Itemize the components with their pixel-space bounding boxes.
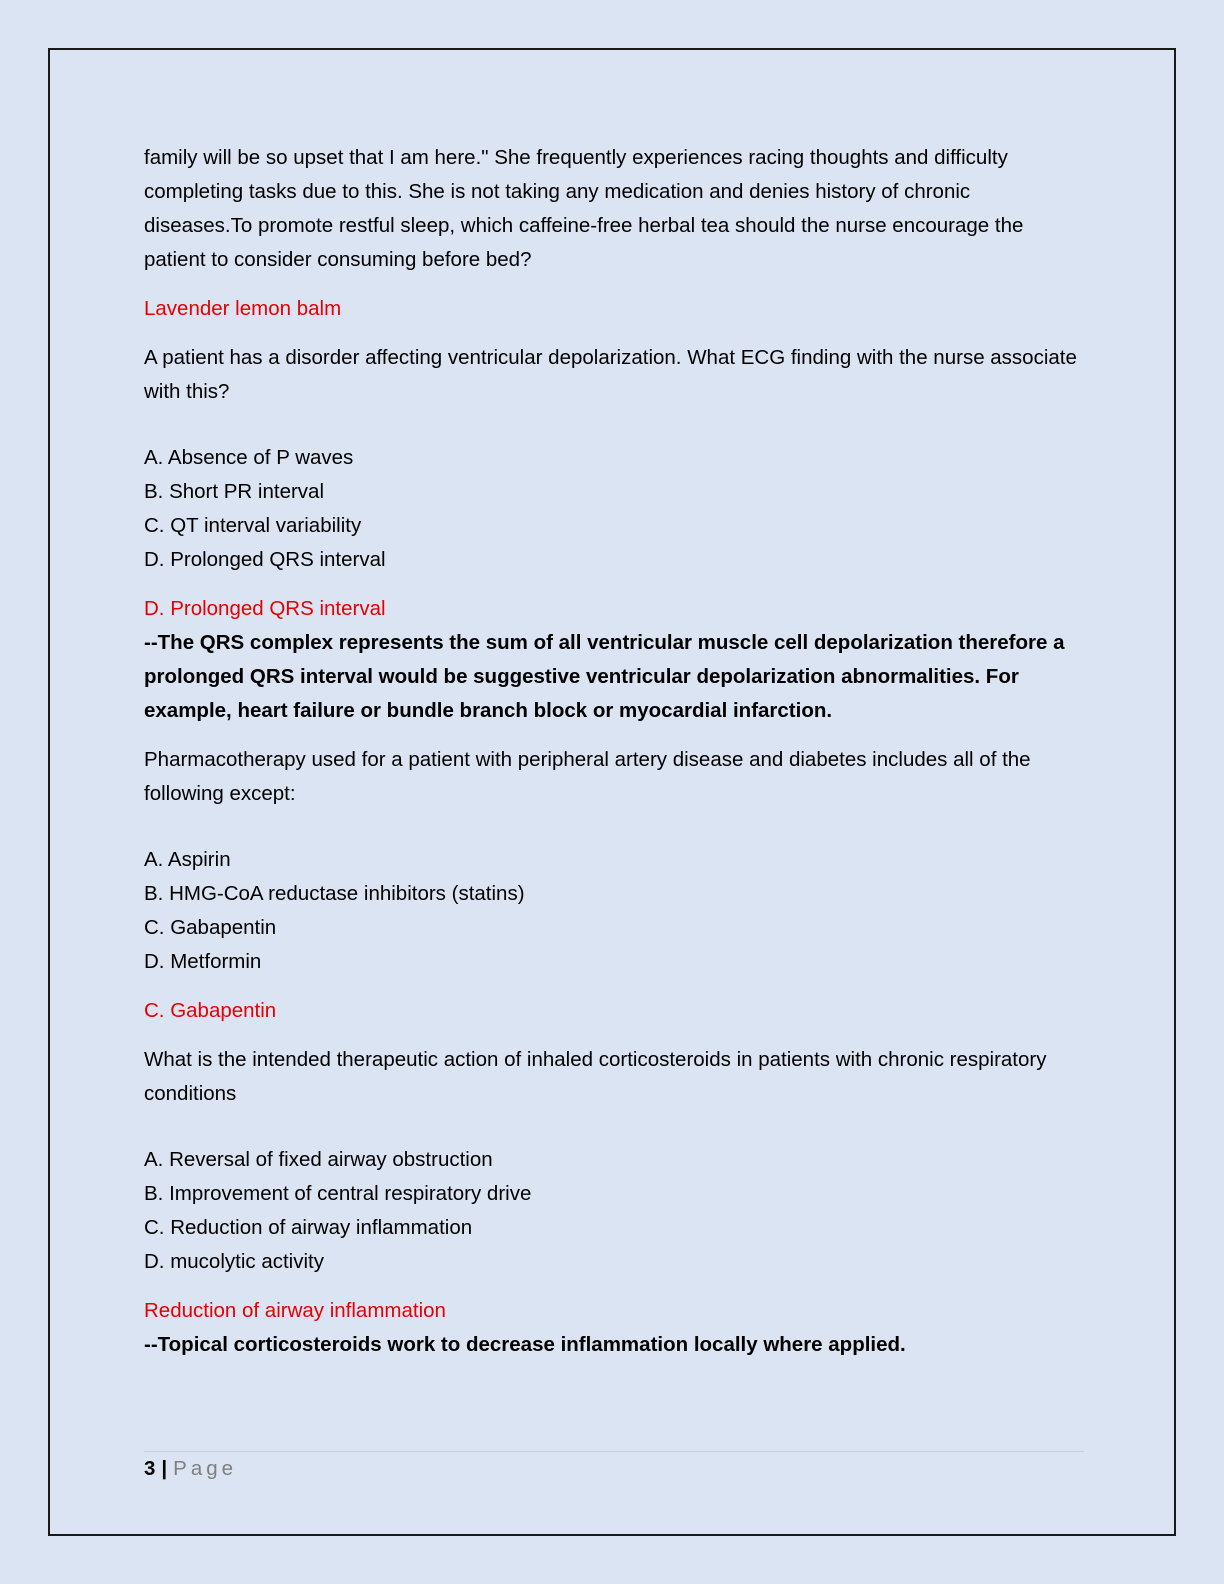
option-item: B. HMG-CoA reductase inhibitors (statins) [144, 882, 525, 905]
option-item: A. Reversal of fixed airway obstruction [144, 1148, 493, 1171]
question-3-answer: C. Gabapentin [144, 999, 277, 1022]
option-item: D. Metformin [144, 950, 262, 973]
page-number: 3 [144, 1457, 156, 1480]
question-4-explanation: --Topical corticosteroids work to decrease inflammation locally where applied. [144, 1333, 906, 1356]
footer-separator: | [161, 1457, 168, 1480]
option-item: C. Reduction of airway inflammation [144, 1216, 473, 1239]
question-2-explanation: --The QRS complex represents the sum of all ventricular muscle cell depolarization therefore a prolonged QRS interval would be suggestive ventricular depolarization abnormalities. For example, heart failure or bundle branch block or myocardial infarction. [144, 631, 1065, 722]
question-3-options [144, 843, 1084, 979]
question-1-answer: Lavender lemon balm [144, 297, 342, 320]
question-4-options [144, 1143, 1084, 1279]
option-item: C. Gabapentin [144, 916, 277, 939]
question-2-options [144, 441, 1084, 577]
question-2-text: A patient has a disorder affecting ventricular depolarization. What ECG finding with the nurse associate with this? [144, 346, 1077, 403]
option-item: A. Absence of P waves [144, 446, 354, 469]
document-body [144, 141, 1084, 1362]
question-4-text: What is the intended therapeutic action of inhaled corticosteroids in patients with chronic respiratory conditions [144, 1048, 1047, 1105]
page-label: Page [173, 1457, 238, 1480]
question-4-answer: Reduction of airway inflammation [144, 1299, 446, 1322]
question-3-text: Pharmacotherapy used for a patient with peripheral artery disease and diabetes includes all of the following except: [144, 748, 1031, 805]
option-item: D. mucolytic activity [144, 1250, 324, 1273]
page-footer [144, 1454, 237, 1484]
option-item: B. Improvement of central respiratory drive [144, 1182, 532, 1205]
option-item: C. QT interval variability [144, 514, 362, 537]
option-item: B. Short PR interval [144, 480, 325, 503]
option-item: A. Aspirin [144, 848, 231, 871]
footer-divider [144, 1451, 1084, 1452]
question-1-tail: family will be so upset that I am here." She frequently experiences racing thoughts and difficulty completing tasks due to this. She is not taking any medication and denies history of chronic diseases.To promote restful sleep, which caffeine-free herbal tea should the nurse encourage the patient to consider consuming before bed? [144, 146, 1024, 271]
option-item: D. Prolonged QRS interval [144, 548, 386, 571]
question-2-answer: D. Prolonged QRS interval [144, 597, 386, 620]
